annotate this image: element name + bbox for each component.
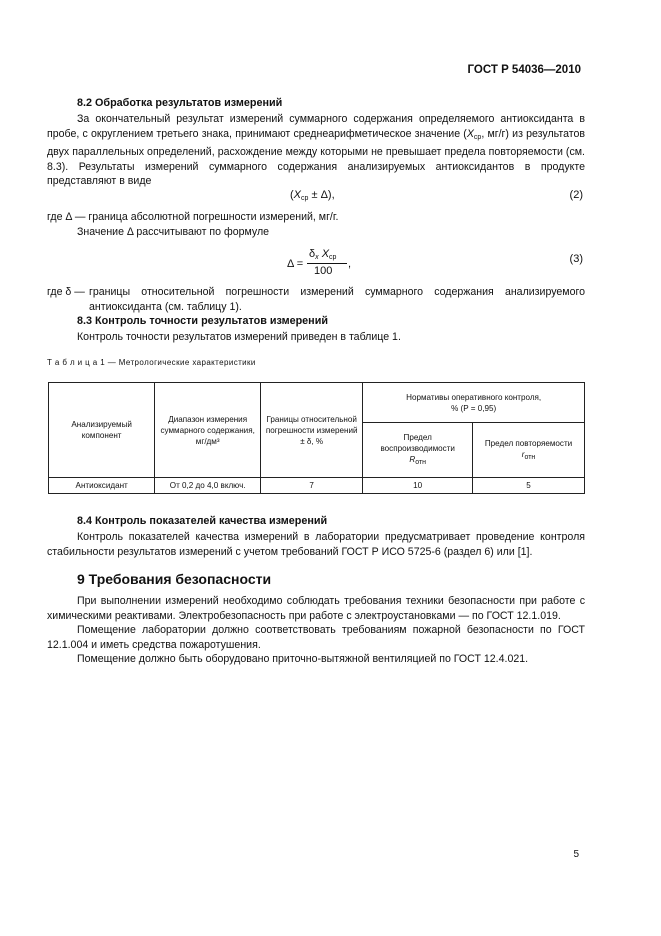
page-number: 5 bbox=[573, 849, 579, 860]
para-var-sub: ср bbox=[473, 133, 482, 141]
section-8-4-paragraph: Контроль показателей качества измерений в лаборатории предусматривает проведение контроля стабильности результатов измерений с учетом требований ГОСТ Р ИСО 5725-6 (раздел 6) или [1]. bbox=[47, 531, 585, 558]
equation-3-number: (3) bbox=[569, 253, 583, 265]
repro-sub: отн bbox=[415, 459, 427, 466]
col-header-range-text: Диапазон измерения суммарного содержания, мг/дм³ bbox=[160, 414, 255, 446]
eq3-comma: , bbox=[348, 258, 352, 270]
eq2-open: ( bbox=[290, 189, 294, 201]
section-8-4-heading: 8.4 Контроль показателей качества измерений bbox=[77, 515, 328, 527]
where-delta-rel-lead: где δ — bbox=[47, 286, 85, 298]
eq3-delta-sub: x bbox=[315, 254, 319, 261]
cell-repeatability: 5 bbox=[473, 478, 585, 494]
eq3-x-sub: ср bbox=[329, 254, 337, 261]
section-8-3-heading: 8.3 Контроль точности результатов измерений bbox=[77, 315, 328, 327]
group-line-b: % (P = 0,95) bbox=[451, 403, 497, 413]
eq3-fraction-bar bbox=[307, 263, 347, 264]
section-9-paragraph-2: Помещение лаборатории должно соответствовать требованиям пожарной безопасности по ГОСТ 12.1.004 и иметь средства пожаротушения. bbox=[47, 624, 585, 651]
cell-component: Антиоксидант bbox=[49, 478, 155, 494]
repro-r: R bbox=[409, 455, 416, 464]
repeat-r: r bbox=[521, 449, 525, 459]
where-delta-rel-text: границы относительной погрешности измерений суммарного содержания анализируемого антиоксиданта (см. таблицу 1). bbox=[89, 286, 585, 313]
section-9-paragraph-1: При выполнении измерений необходимо соблюдать требования техники безопасности при работе с химическими реактивами. Электробезопасность при работе с электроустановками — по ГОСТ 12.1.019. bbox=[47, 595, 585, 622]
para-text-b: , мг/г) из результатов двух параллельных определений, расхождение между которыми не превышает предела повторяемости (см. 8.3). Результаты измерений суммарного содержания анализируемых антиоксидантов в продукте представляют в виде bbox=[47, 127, 585, 188]
cell-error: 7 bbox=[261, 478, 363, 494]
eq3-lhs: Δ = bbox=[287, 258, 304, 270]
repro-label: Предел воспроизводимости bbox=[380, 433, 455, 453]
document-id: ГОСТ Р 54036—2010 bbox=[467, 64, 581, 76]
eq2-sub: ср bbox=[301, 195, 309, 202]
table-row bbox=[49, 478, 585, 494]
cell-range: От 0,2 до 4,0 включ. bbox=[155, 478, 261, 494]
repro-symbol bbox=[366, 454, 469, 468]
col-header-repeatability bbox=[473, 423, 585, 478]
repeat-sub: отн bbox=[524, 453, 536, 461]
col-header-range bbox=[155, 383, 261, 478]
para-text-a: За окончательный результат измерений суммарного содержания определяемого антиоксиданта в пробе, с округлением третьего знака, принимают среднеарифметическое значение ( bbox=[47, 113, 585, 140]
eq3-numerator bbox=[309, 248, 336, 261]
repeat-label: Предел повторяемости bbox=[484, 438, 573, 448]
where-delta: где Δ — граница абсолютной погрешности измерений, мг/г. bbox=[47, 211, 339, 223]
para-var-x: X bbox=[466, 127, 474, 140]
repeat-symbol bbox=[476, 449, 581, 463]
cell-reproducibility: 10 bbox=[363, 478, 473, 494]
equation-2-number: (2) bbox=[569, 189, 583, 201]
metrology-table bbox=[48, 382, 585, 494]
eq3-delta: δ bbox=[309, 248, 316, 260]
col-header-component: Анализируемый компонент bbox=[49, 383, 155, 478]
equation-2 bbox=[290, 189, 335, 202]
section-9-paragraph-3: Помещение должно быть оборудовано приточно-вытяжной вентиляцией по ГОСТ 12.4.021. bbox=[77, 653, 529, 665]
col-header-error: Границы относительной погрешности измерений ± δ, % bbox=[261, 383, 363, 478]
group-line-a: Нормативы оперативного контроля, bbox=[406, 392, 542, 402]
section-9-heading: 9 Требования безопасности bbox=[77, 571, 272, 587]
section-8-2-paragraph bbox=[47, 112, 585, 189]
calc-text: Значение Δ рассчитывают по формуле bbox=[77, 226, 270, 238]
section-8-3-paragraph: Контроль точности результатов измерений приведен в таблице 1. bbox=[77, 331, 401, 343]
equation-3 bbox=[287, 250, 367, 284]
eq2-x: X bbox=[293, 189, 302, 201]
table-caption: Т а б л и ц а 1 — Метрологические характеристики bbox=[47, 358, 256, 367]
col-header-reproducibility bbox=[363, 423, 473, 478]
eq3-x: X bbox=[321, 248, 330, 260]
col-header-group bbox=[363, 383, 585, 423]
eq2-rest: ± Δ), bbox=[308, 189, 335, 201]
section-8-2-heading: 8.2 Обработка результатов измерений bbox=[77, 97, 283, 109]
eq3-denominator: 100 bbox=[314, 265, 333, 277]
